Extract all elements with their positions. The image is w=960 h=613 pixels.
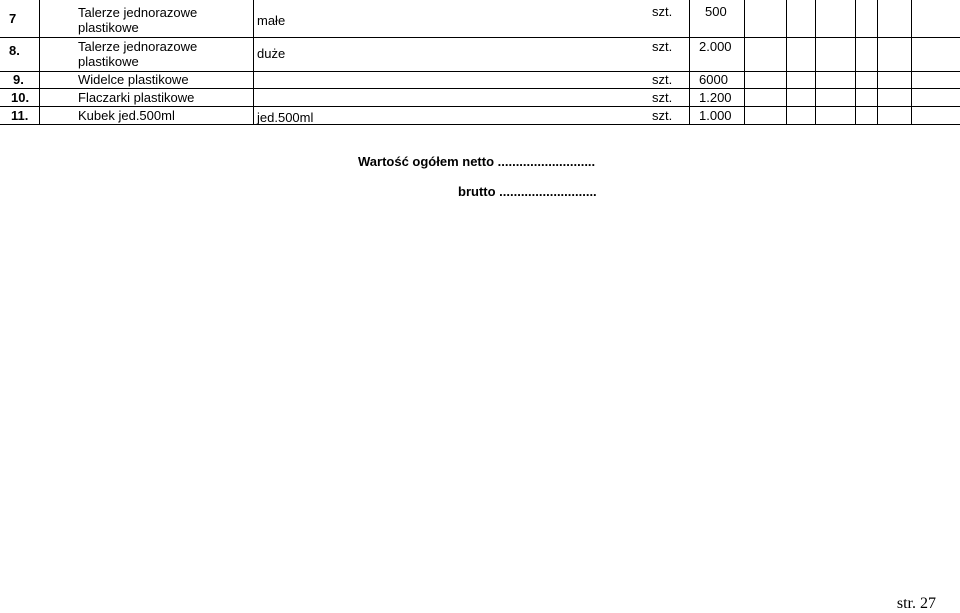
item-variant: jed.500ml (257, 110, 314, 125)
row-number: 9. (13, 72, 24, 87)
item-variant: małe (257, 13, 286, 28)
row-number: 10. (11, 90, 30, 105)
table-rule (253, 0, 254, 125)
items-table (0, 0, 960, 125)
table-rule (39, 0, 40, 125)
item-variant: duże (257, 46, 286, 61)
table-rule (911, 0, 912, 125)
item-qty: 6000 (699, 72, 728, 87)
item-name: Talerze jednorazowe plastikowe (78, 5, 198, 35)
row-number: 8. (9, 43, 20, 58)
table-rule (0, 37, 960, 38)
item-unit: szt. (652, 4, 673, 19)
total-brutto: brutto ........................... (458, 184, 597, 199)
table-rule (0, 88, 960, 89)
table-rule (786, 0, 787, 125)
table-rule (744, 0, 745, 125)
total-netto: Wartość ogółem netto ........................... (358, 154, 596, 169)
item-qty: 1.000 (699, 108, 732, 123)
table-rule (0, 106, 960, 107)
item-unit: szt. (652, 90, 673, 105)
table-rule (689, 0, 690, 125)
item-unit: szt. (652, 39, 673, 54)
row-number: 7 (9, 11, 17, 26)
table-rule (877, 0, 878, 125)
page-number: str. 27 (896, 595, 936, 612)
table-rule (855, 0, 856, 125)
item-qty: 2.000 (699, 39, 732, 54)
table-rule (815, 0, 816, 125)
item-name: Widelce plastikowe (78, 72, 189, 87)
row-number: 11. (11, 108, 29, 123)
item-qty: 500 (705, 4, 727, 19)
item-name: Talerze jednorazowe plastikowe (78, 39, 198, 69)
item-unit: szt. (652, 72, 673, 87)
item-name: Kubek jed.500ml (78, 108, 175, 123)
table-rule (0, 124, 960, 125)
item-name: Flaczarki plastikowe (78, 90, 195, 105)
item-unit: szt. (652, 108, 673, 123)
item-qty: 1.200 (699, 90, 732, 105)
